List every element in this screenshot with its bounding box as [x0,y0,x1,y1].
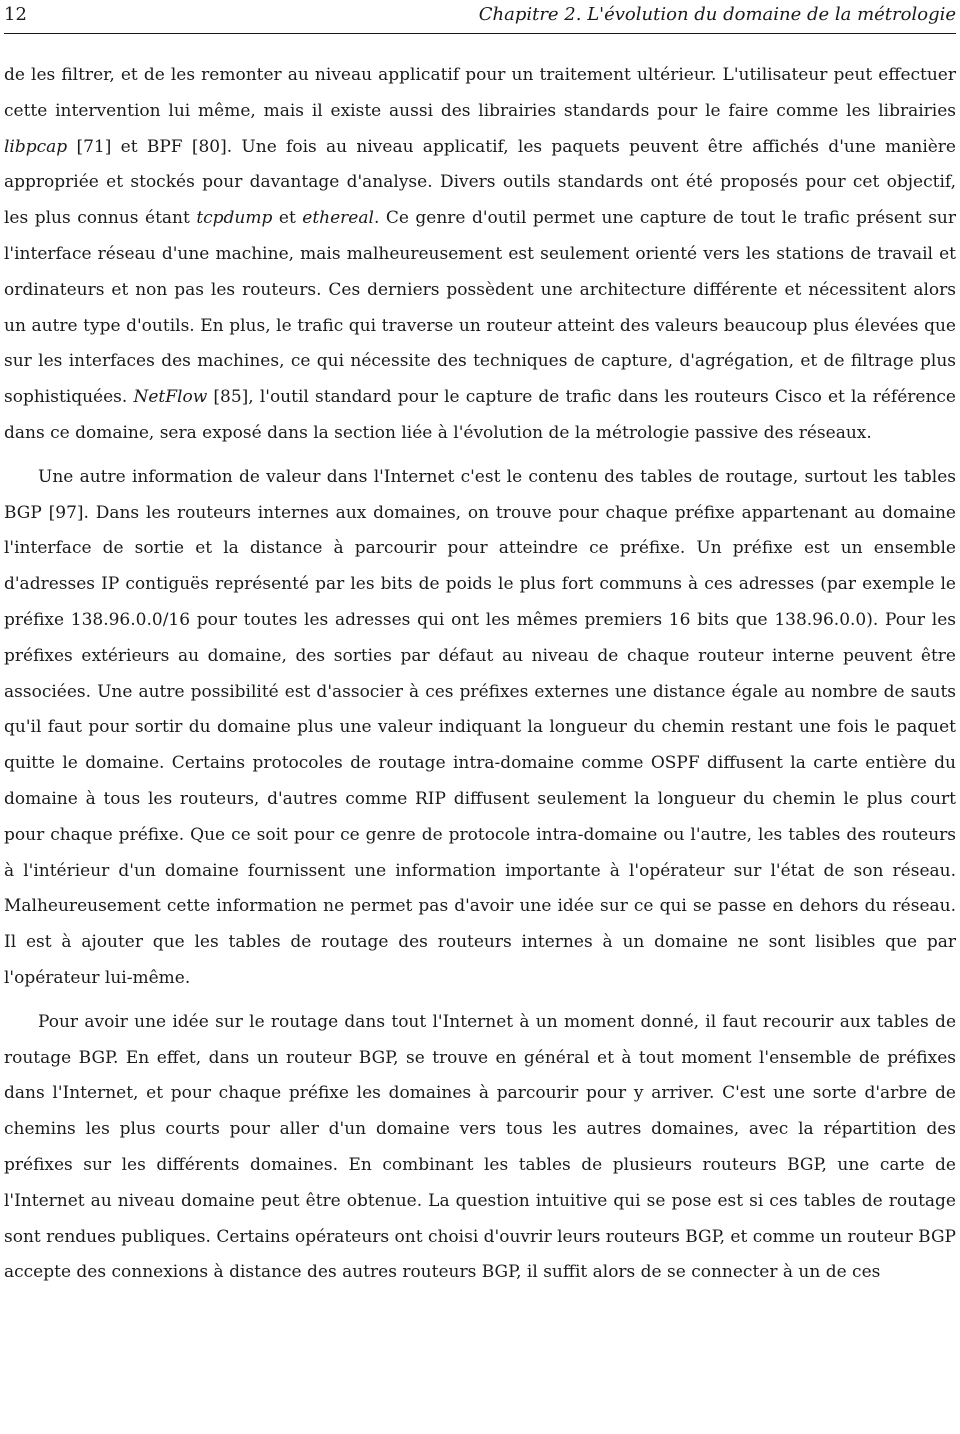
paragraph-2 [4,460,956,997]
paragraph-1-text: de les filtrer, et de les remonter au niveau applicatif pour un traitement ultérieur. L'utilisateur peut effectuer cette intervention lui même, mais il existe aussi des librairies standards pour le faire comme les librairies [4,65,956,121]
paragraph-1-text: [71] et BPF [80]. Une fois au niveau applicatif, les paquets peuvent être affichés d'une manière appropriée et stockés pour davantage d'analyse. Divers outils standards ont été proposés pour cet objectif, les plus connus étant [4,136,956,229]
page-number: 12 [4,4,27,25]
chapter-title: Chapitre 2. L'évolution du domaine de la métrologie [478,4,956,25]
body-text [4,58,956,1299]
paragraph-2-text: Une autre information de valeur dans l'Internet c'est le contenu des tables de routage, surtout les tables BGP [97]. Dans les routeurs internes aux domaines, on trouve pour chaque préfixe appartenant au domaine l'interface de sortie et la distance à parcourir pour atteindre ce préfixe. Un préfixe est un ensemble d'adresses IP contiguës représenté par les bits de poids le plus fort communs à ces adresses (par exemple le préfixe 138.96.0.0/16 pour toutes les adresses qui ont les mêmes premiers 16 bits que 138.96.0.0). Pour les préfixes extérieurs au domaine, des sorties par défaut au niveau de chaque routeur interne peuvent être associées. Une autre possibilité est d'associer à ces préfixes externes une distance égale au nombre de sauts qu'il faut pour sortir du domaine plus une valeur indiquant la longueur du chemin restant une fois le paquet quitte le domaine. Certains protocoles de routage intra-domaine comme OSPF diffusent la carte entière du domaine à tous les routeurs, d'autres comme RIP diffusent seulement la longueur du chemin le plus court pour chaque préfixe. Que ce soit pour ce genre de protocole intra-domaine ou l'autre, les tables des routeurs à l'intérieur d'un domaine fournissent une information importante à l'opérateur sur l'état de son réseau. Malheureusement cette information ne permet pas d'avoir une idée sur ce qui se passe en dehors du réseau. Il est à ajouter que les tables de routage des routeurs internes à un domaine ne sont lisibles que par l'opérateur lui-même. [4,466,956,988]
header-rule [4,33,956,34]
running-header [4,2,956,28]
paragraph-1-libpcap: libpcap [4,136,68,157]
paragraph-1-text: et [272,208,303,229]
paragraph-1 [4,58,956,452]
paragraph-3 [4,1005,956,1291]
document-page [4,0,956,1434]
paragraph-1-netflow: NetFlow [133,387,208,408]
paragraph-1-text: . Ce genre d'outil permet une capture de tout le trafic présent sur l'interface réseau d'une machine, mais malheureusement est seulement orienté vers les stations de travail et ordinateurs et non pas les routeurs. Ces derniers possèdent une architecture différente et nécessitent alors un autre type d'outils. En plus, le trafic qui traverse un routeur atteint des valeurs beaucoup plus élevées que sur les interfaces des machines, ce qui nécessite des techniques de capture, d'agrégation, et de filtrage plus sophistiquées. [4,208,957,408]
paragraph-3-text: Pour avoir une idée sur le routage dans tout l'Internet à un moment donné, il faut recourir aux tables de routage BGP. En effet, dans un routeur BGP, se trouve en général et à tout moment l'ensemble de préfixes dans l'Internet, et pour chaque préfixe les domaines à parcourir pour y arriver. C'est une sorte d'arbre de chemins les plus courts pour aller d'un domaine vers tous les autres domaines, avec la répartition des préfixes sur les différents domaines. En combinant les tables de plusieurs routeurs BGP, une carte de l'Internet au niveau domaine peut être obtenue. La question intuitive qui se pose est si ces tables de routage sont rendues publiques. Certains opérateurs ont choisi d'ouvrir leurs routeurs BGP, et comme un routeur BGP accepte des connexions à distance des autres routeurs BGP, il suffit alors de se connecter à un de ces [4,1011,956,1283]
paragraph-1-ethereal: ethereal [302,208,374,229]
paragraph-1-tcpdump: tcpdump [196,208,273,229]
paragraph-1-text: [85], l'outil standard pour le capture de trafic dans les routeurs Cisco et la référence dans ce domaine, sera exposé dans la section liée à l'évolution de la métrologie passive des réseaux. [4,387,956,443]
